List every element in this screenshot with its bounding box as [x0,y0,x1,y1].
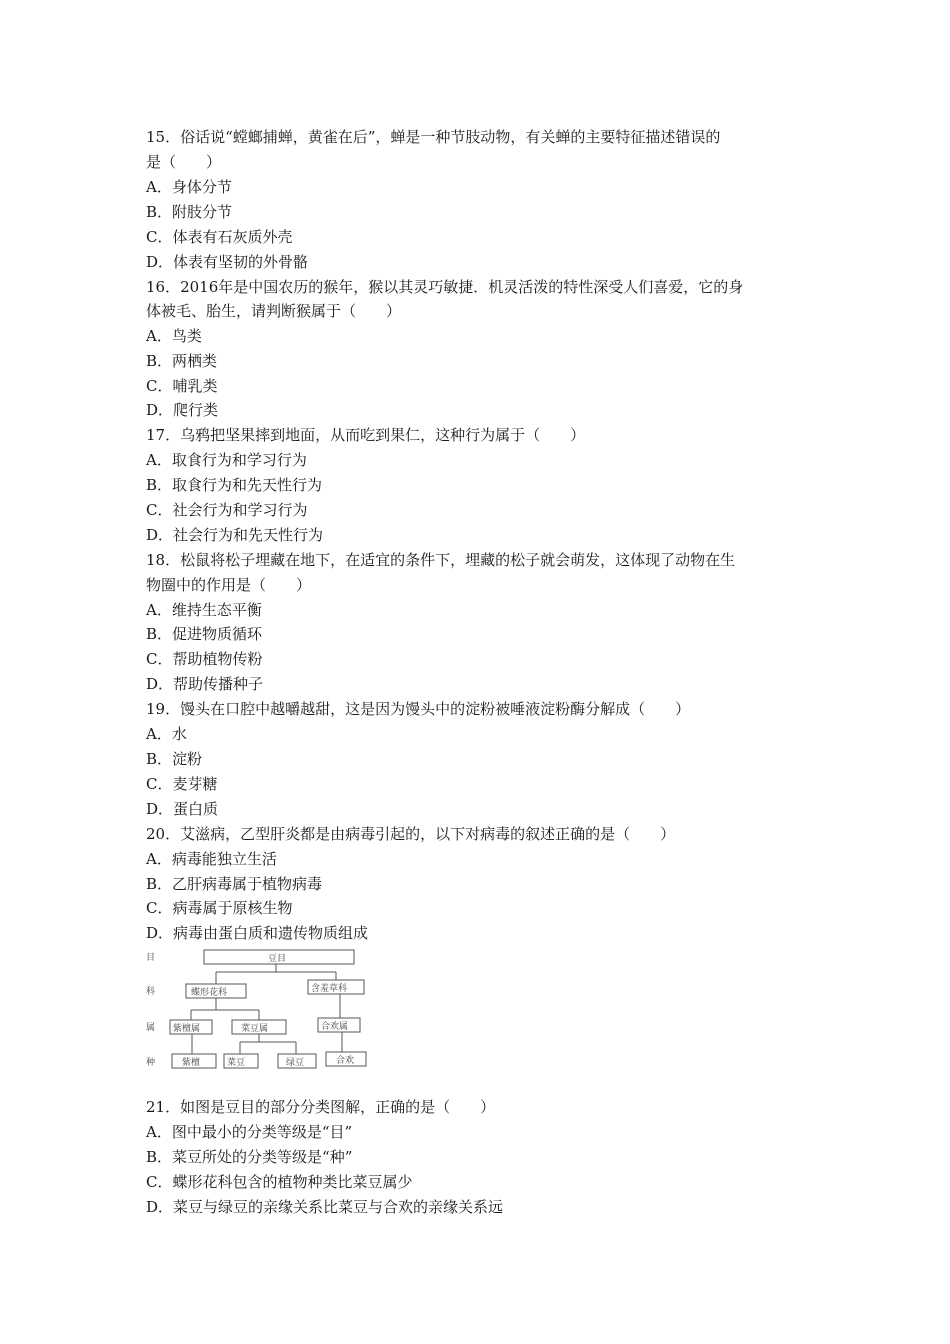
q20-option-d: D．病毒由蛋白质和遗传物质组成 [146,924,369,942]
rank-species-label: 种 [146,1058,156,1068]
q18-option-a: A．维持生态平衡 [146,601,262,619]
q18-stem-line1: 18．松鼠将松子埋藏在地下，在适宜的条件下，埋藏的松子就会萌发，这体现了动物在生 [146,551,736,569]
q16-stem-line1: 16．2016年是中国农历的猴年，猴以其灵巧敏捷．机灵活泼的特性深受人们喜爱，它的身 [146,278,744,296]
rank-order-label: 目 [146,953,156,963]
q19-option-c: C．麦芽糖 [146,775,218,793]
q17-stem-line1: 17．乌鸦把坚果摔到地面，从而吃到果仁，这种行为属于（ ） [146,426,586,444]
q16-option-a: A．鸟类 [146,327,202,345]
q19-option-d: D．蛋白质 [146,800,219,818]
q17-option-d: D．社会行为和先天性行为 [146,526,324,544]
q15-option-d: D．体表有坚韧的外骨骼 [146,253,309,271]
q21-stem-line1: 21．如图是豆目的部分分类图解，正确的是（ ） [146,1098,496,1116]
q19-stem-line1: 19．馒头在口腔中越嚼越甜，这是因为馒头中的淀粉被唾液淀粉酶分解成（ ） [146,700,691,718]
classification-diagram [146,948,376,1078]
q20-option-c: C．病毒属于原核生物 [146,899,293,917]
genus3-name: 合欢属 [321,1022,349,1032]
q15-stem-line1: 15．俗话说“螳螂捕蝉，黄雀在后”，蝉是一种节肢动物，有关蝉的主要特征描述错误的 [146,128,721,146]
species2-name: 菜豆 [227,1058,246,1068]
q21-option-d: D．菜豆与绿豆的亲缘关系比菜豆与合欢的亲缘关系远 [146,1198,504,1216]
q18-option-b: B．促进物质循环 [146,625,263,643]
q18-option-c: C．帮助植物传粉 [146,650,263,668]
q20-option-b: B．乙肝病毒属于植物病毒 [146,875,323,893]
q15-stem-line2: 是（ ） [146,153,222,171]
rank-genus-label: 属 [146,1023,156,1033]
q16-option-b: B．两栖类 [146,352,218,370]
q18-option-d: D．帮助传播种子 [146,675,264,693]
genus1-name: 紫檀属 [173,1024,201,1034]
rank-family-label: 科 [146,987,156,997]
q20-option-a: A．病毒能独立生活 [146,850,277,868]
family2-name: 含羞草科 [311,984,348,994]
q21-option-a: A．图中最小的分类等级是“目” [146,1123,353,1141]
q19-option-a: A．水 [146,725,187,743]
q16-option-d: D．爬行类 [146,401,219,419]
q19-option-b: B．淀粉 [146,750,203,768]
q21-option-b: B．菜豆所处的分类等级是“种” [146,1148,353,1166]
q18-stem-line2: 物圈中的作用是（ ） [146,576,312,594]
species3-name: 绿豆 [286,1058,305,1068]
q15-option-a: A．身体分节 [146,178,232,196]
order-name: 豆目 [268,954,287,964]
family1-name: 蝶形花科 [191,988,228,998]
q17-option-c: C．社会行为和学习行为 [146,501,308,519]
q16-option-c: C．哺乳类 [146,377,218,395]
q20-stem-line1: 20．艾滋病，乙型肝炎都是由病毒引起的，以下对病毒的叙述正确的是（ ） [146,825,676,843]
q17-option-a: A．取食行为和学习行为 [146,451,307,469]
q15-option-b: B．附肢分节 [146,203,233,221]
q16-stem-line2: 体被毛、胎生，请判断猴属于（ ） [146,302,402,320]
species4-name: 合欢 [336,1056,355,1066]
q15-option-c: C．体表有石灰质外壳 [146,228,293,246]
q17-option-b: B．取食行为和先天性行为 [146,476,323,494]
species1-name: 紫檀 [182,1058,201,1068]
classification-figure [146,948,376,1078]
q21-option-c: C．蝶形花科包含的植物种类比菜豆属少 [146,1173,413,1191]
genus2-name: 菜豆属 [241,1024,269,1034]
